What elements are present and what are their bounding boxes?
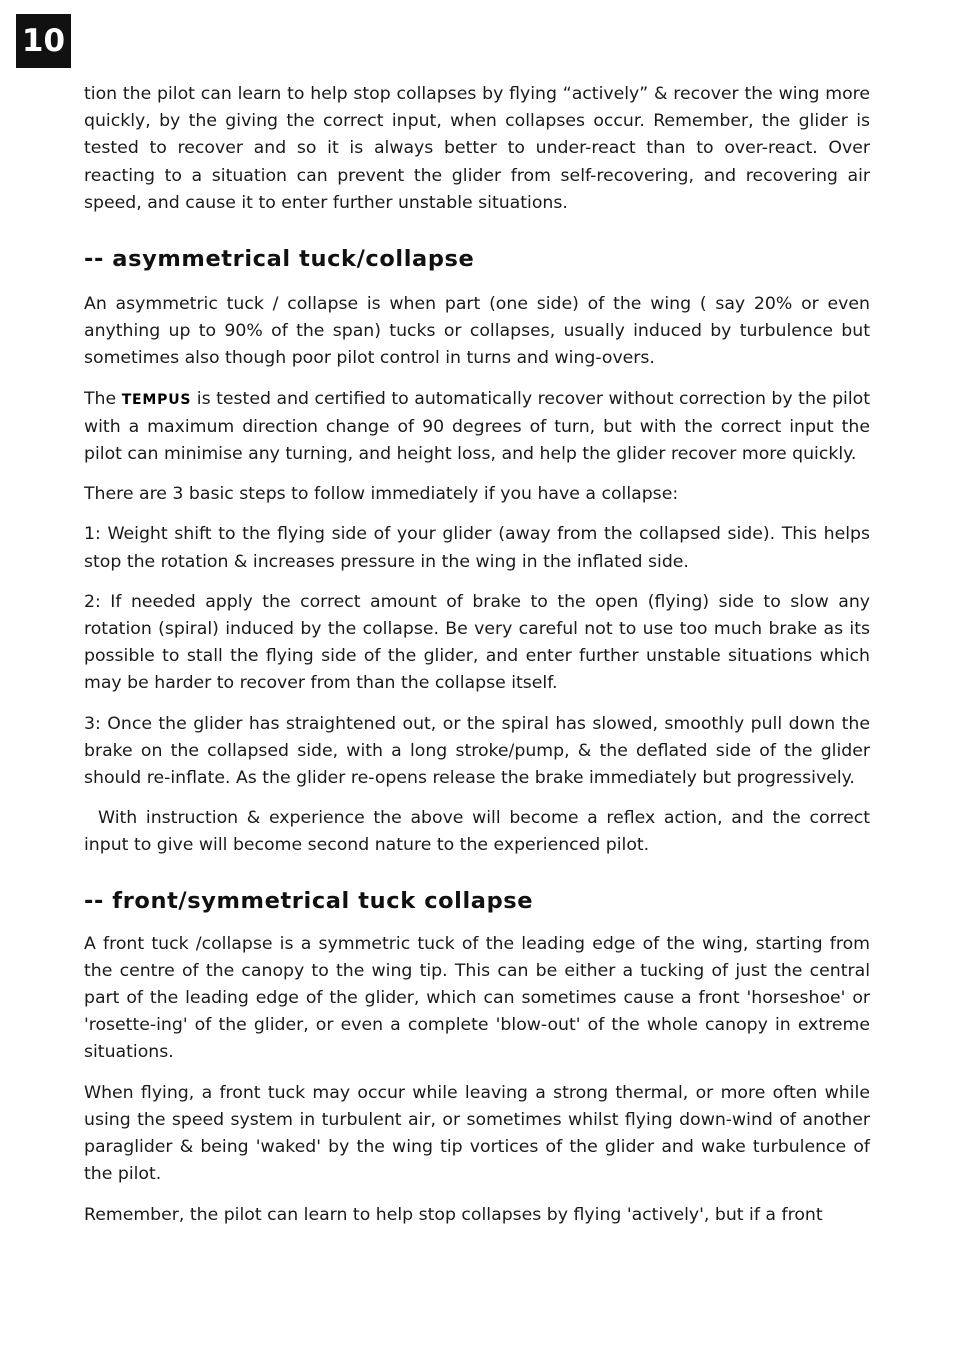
step-2 xyxy=(84,589,870,698)
intro-paragraph: tion the pilot can learn to help stop collapses by flying “actively” & recover the wing more quickly, by the giving the correct input, when collapses occur. Remember, the glider is tested to recover and so it is always better to under-react than to over-react. Over reacting to a situation can prevent the glider from self-recovering, and recovering air speed, and cause it to enter further unstable situations. xyxy=(84,84,870,213)
front-paragraph-2: When flying, a front tuck may occur while leaving a strong thermal, or more often while using the speed system in turbulent air, or sometimes whilst flying down-wind of another paraglider & being 'waked' by the wing tip vortices of the glider and wake turbulence of the pilot. xyxy=(84,1082,870,1185)
step-1 xyxy=(84,521,870,575)
step-number: 2 xyxy=(84,591,95,612)
page-number: 10 xyxy=(16,14,71,68)
step-number: 3 xyxy=(84,713,95,734)
section-heading-front: -- front/symmetrical tuck collapse xyxy=(84,887,534,914)
asymmetric-paragraph-1: An asymmetric tuck / collapse is when part (one side) of the wing ( say 20% or even anything up to 90% of the span) tucks or collapses, usually induced by turbulence but sometimes also though poor pilot control in turns and wing-overs. xyxy=(84,294,870,369)
front-paragraph-3: Remember, the pilot can learn to help stop collapses by flying 'actively', but if a front xyxy=(84,1204,823,1225)
step-text: : If needed apply the correct amount of brake to the open (flying) side to slow any rotation (spiral) induced by the collapse. Be very careful not to use too much brake as its possible to stall the flying side of the glider, and enter further unstable situations which may be harder to recover from than the collapse itself. xyxy=(84,591,870,694)
step-3 xyxy=(84,711,870,793)
paragraph-rest: is tested and certified to automatically recover without correction by the pilot with a maximum direction change of 90 degrees of turn, but with the correct input the pilot can minimise any turning, and height loss, and help the glider recover more quickly. xyxy=(84,388,870,465)
brand-name-tempus: TEMPUS xyxy=(121,391,192,408)
step-text: : Once the glider has straightened out, or the spiral has slowed, smoothly pull down the brake on the collapsed side, with a long stroke/pump, & the deflated side of the glider should re-inflate. As the glider re-opens release the brake immediately but progressively. xyxy=(84,713,870,789)
section-heading-asymmetrical: -- asymmetrical tuck/collapse xyxy=(84,246,475,273)
front-paragraph-1: A front tuck /collapse is a symmetric tuck of the leading edge of the wing, starting from the centre of the canopy to the wing tip. This can be either a tucking of just the central part of the leading edge of the glider, which can sometimes cause a front 'horseshoe' or 'rosette-ing' of the glider, or even a complete 'blow-out' of the whole canopy in extreme situations. xyxy=(84,933,870,1063)
asymmetric-paragraph-2 xyxy=(84,386,870,469)
step-number: 1 xyxy=(84,524,95,545)
step-text: : Weight shift to the flying side of your glider (away from the collapsed side). This helps stop the rotation & increases pressure in the wing in the inflated side. xyxy=(84,524,870,572)
paragraph-lead: The xyxy=(84,388,117,409)
asymmetric-paragraph-4: With instruction & experience the above will become a reflex action, and the correct input to give will become second nature to the experienced pilot. xyxy=(84,808,870,856)
asymmetric-paragraph-3: There are 3 basic steps to follow immediately if you have a collapse: xyxy=(84,484,679,505)
page-content xyxy=(84,81,870,1229)
